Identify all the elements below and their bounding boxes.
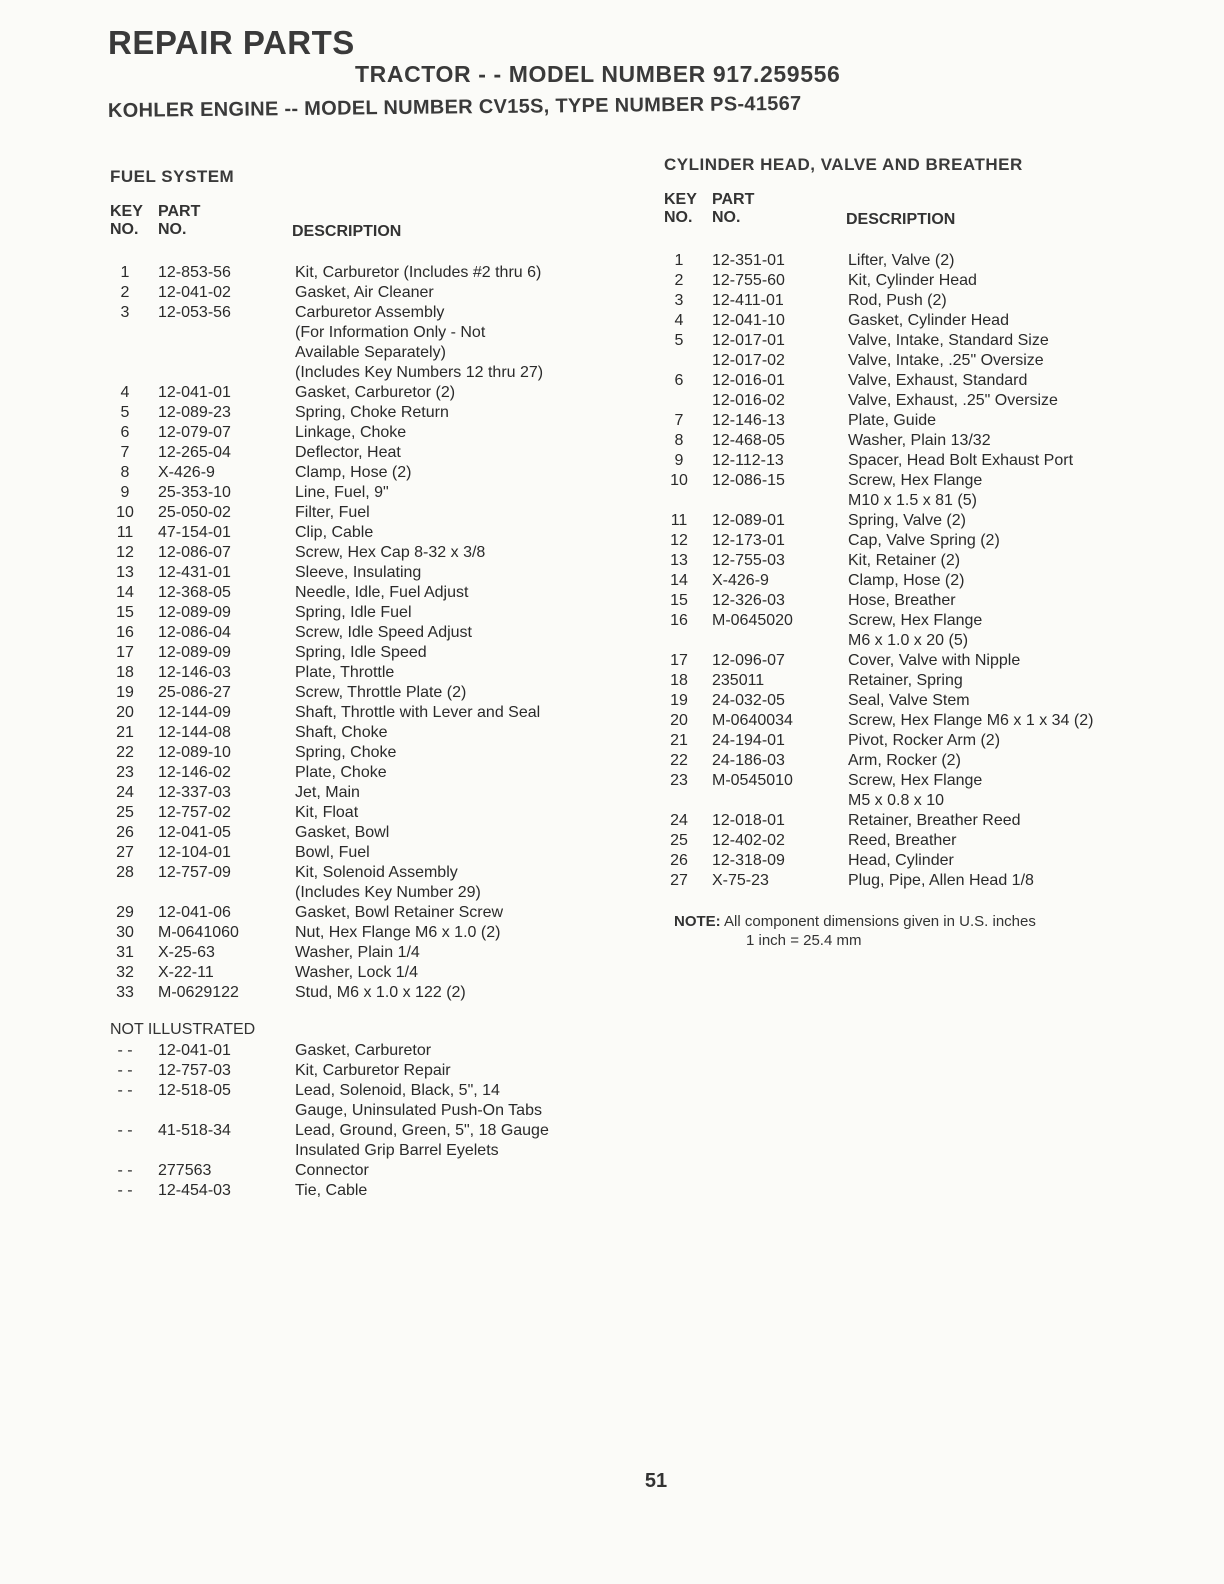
part-description: Screw, Hex Flange M5 x 0.8 x 10 bbox=[848, 772, 983, 809]
parts-row bbox=[664, 411, 1184, 431]
part-number: M-0641060 bbox=[158, 924, 239, 941]
part-number: 277563 bbox=[158, 1162, 212, 1179]
part-number: 12-041-01 bbox=[158, 384, 231, 401]
key-number: 29 bbox=[116, 904, 134, 921]
part-description: Spring, Valve (2) bbox=[848, 512, 966, 529]
key-number: 26 bbox=[670, 852, 688, 869]
parts-row bbox=[110, 623, 630, 643]
parts-row bbox=[110, 1121, 630, 1161]
key-number: 21 bbox=[670, 732, 688, 749]
part-number: 12-757-03 bbox=[158, 1062, 231, 1079]
part-description: Valve, Exhaust, .25" Oversize bbox=[848, 392, 1058, 409]
parts-row bbox=[664, 671, 1184, 691]
part-number: 12-089-09 bbox=[158, 604, 231, 621]
key-number: - - bbox=[117, 1062, 133, 1079]
part-description: Kit, Float bbox=[295, 804, 359, 821]
key-number: 18 bbox=[670, 672, 688, 689]
part-description: Cap, Valve Spring (2) bbox=[848, 532, 1000, 549]
part-description: Pivot, Rocker Arm (2) bbox=[848, 732, 1001, 749]
key-number: 6 bbox=[674, 372, 684, 389]
part-number: 12-318-09 bbox=[712, 852, 785, 869]
parts-row bbox=[664, 311, 1184, 331]
part-number: M-0545010 bbox=[712, 772, 793, 789]
part-number: 12-755-60 bbox=[712, 272, 785, 289]
part-number: 25-086-27 bbox=[158, 684, 231, 701]
part-description: Washer, Plain 1/4 bbox=[295, 944, 420, 961]
parts-row bbox=[110, 783, 630, 803]
parts-row bbox=[110, 983, 630, 1003]
part-number: 12-351-01 bbox=[712, 252, 785, 269]
parts-row bbox=[664, 851, 1184, 871]
part-number: 12-053-56 bbox=[158, 304, 231, 321]
part-description: Spacer, Head Bolt Exhaust Port bbox=[848, 452, 1074, 469]
parts-row bbox=[110, 383, 630, 403]
part-description: Shaft, Throttle with Lever and Seal bbox=[295, 704, 541, 721]
column-headers bbox=[664, 191, 1184, 231]
key-number: 3 bbox=[674, 292, 684, 309]
part-description: Gasket, Carburetor (2) bbox=[295, 384, 456, 401]
parts-row bbox=[110, 1181, 630, 1201]
key-number: 24 bbox=[116, 784, 134, 801]
part-number: M-0629122 bbox=[158, 984, 239, 1001]
part-description: Plate, Choke bbox=[295, 764, 387, 781]
part-number: 12-518-05 bbox=[158, 1082, 231, 1099]
key-number: - - bbox=[117, 1042, 133, 1059]
part-number: 12-755-03 bbox=[712, 552, 785, 569]
key-number: 32 bbox=[116, 964, 134, 981]
part-number: 12-757-09 bbox=[158, 864, 231, 881]
key-number: 11 bbox=[670, 512, 688, 529]
part-description: Plate, Throttle bbox=[295, 664, 395, 681]
parts-row bbox=[110, 1041, 630, 1061]
part-number: 12-411-01 bbox=[712, 292, 784, 309]
key-number: 7 bbox=[120, 444, 130, 461]
parts-row bbox=[664, 331, 1184, 351]
part-description: Clip, Cable bbox=[295, 524, 374, 541]
part-description: Screw, Hex Cap 8-32 x 3/8 bbox=[295, 544, 486, 561]
key-number: 22 bbox=[116, 744, 134, 761]
part-number: 47-154-01 bbox=[158, 524, 231, 541]
parts-row bbox=[110, 743, 630, 763]
parts-row bbox=[664, 451, 1184, 471]
key-number: - - bbox=[117, 1122, 133, 1139]
key-number: 16 bbox=[116, 624, 134, 641]
parts-row bbox=[110, 943, 630, 963]
part-number: 12-086-07 bbox=[158, 544, 231, 561]
parts-row bbox=[110, 463, 630, 483]
key-number: 11 bbox=[116, 524, 134, 541]
key-number: 7 bbox=[674, 412, 684, 429]
part-description: Deflector, Heat bbox=[295, 444, 401, 461]
parts-list bbox=[110, 263, 630, 1003]
parts-row bbox=[110, 283, 630, 303]
part-description: Plug, Pipe, Allen Head 1/8 bbox=[848, 872, 1034, 889]
note-conversion: 1 inch = 25.4 mm bbox=[746, 932, 862, 949]
part-number: X-25-63 bbox=[158, 944, 215, 961]
part-description: Sleeve, Insulating bbox=[295, 564, 422, 581]
key-number: 30 bbox=[116, 924, 134, 941]
key-no-header: KEY NO. bbox=[664, 191, 697, 226]
part-description: Kit, Carburetor (Includes #2 thru 6) bbox=[295, 264, 542, 281]
part-description: Washer, Plain 13/32 bbox=[848, 432, 991, 449]
key-number: 16 bbox=[670, 612, 688, 629]
part-description: Kit, Cylinder Head bbox=[848, 272, 977, 289]
key-number: 12 bbox=[670, 532, 688, 549]
parts-row bbox=[110, 543, 630, 563]
note-label: NOTE: bbox=[674, 913, 721, 930]
part-description: Linkage, Choke bbox=[295, 424, 407, 441]
key-number: 26 bbox=[116, 824, 134, 841]
parts-row bbox=[110, 803, 630, 823]
part-description: Screw, Throttle Plate (2) bbox=[295, 684, 467, 701]
key-number: 15 bbox=[116, 604, 134, 621]
parts-row bbox=[664, 551, 1184, 571]
key-number: 19 bbox=[116, 684, 134, 701]
parts-row bbox=[110, 683, 630, 703]
part-description: Nut, Hex Flange M6 x 1.0 (2) bbox=[295, 924, 501, 941]
parts-row bbox=[110, 923, 630, 943]
section-title: CYLINDER HEAD, VALVE AND BREATHER bbox=[664, 155, 1023, 174]
parts-row bbox=[110, 443, 630, 463]
parts-row bbox=[110, 963, 630, 983]
part-number: 12-853-56 bbox=[158, 264, 231, 281]
page-number: 51 bbox=[644, 1470, 668, 1492]
part-description: Kit, Carburetor Repair bbox=[295, 1062, 451, 1079]
key-number: 33 bbox=[116, 984, 134, 1001]
part-number: 12-089-10 bbox=[158, 744, 231, 761]
parts-row bbox=[664, 431, 1184, 451]
key-number: 14 bbox=[670, 572, 688, 589]
parts-row bbox=[664, 811, 1184, 831]
part-number: 12-079-07 bbox=[158, 424, 231, 441]
parts-row bbox=[664, 371, 1184, 391]
part-description: Cover, Valve with Nipple bbox=[848, 652, 1021, 669]
part-number: 12-041-06 bbox=[158, 904, 231, 921]
part-number: 12-112-13 bbox=[712, 452, 784, 469]
parts-row bbox=[110, 423, 630, 443]
part-description: Retainer, Spring bbox=[848, 672, 963, 689]
parts-row bbox=[664, 771, 1184, 811]
part-description: Screw, Hex Flange M6 x 1.0 x 20 (5) bbox=[848, 612, 983, 649]
parts-row bbox=[110, 263, 630, 283]
part-description: Washer, Lock 1/4 bbox=[295, 964, 419, 981]
part-description: Arm, Rocker (2) bbox=[848, 752, 961, 769]
parts-row bbox=[110, 1061, 630, 1081]
part-description: Gasket, Cylinder Head bbox=[848, 312, 1009, 329]
part-number: 12-146-02 bbox=[158, 764, 231, 781]
part-description: Lead, Solenoid, Black, 5", 14 Gauge, Uninsulated Push-On Tabs bbox=[295, 1082, 542, 1119]
not-illustrated-title: NOT ILLUSTRATED bbox=[110, 1021, 256, 1038]
part-number: M-0640034 bbox=[712, 712, 793, 729]
description-header: DESCRIPTION bbox=[292, 223, 402, 240]
part-description: Lifter, Valve (2) bbox=[848, 252, 955, 269]
part-number: 12-041-10 bbox=[712, 312, 785, 329]
parts-row bbox=[110, 843, 630, 863]
part-number: 12-017-01 bbox=[712, 332, 785, 349]
part-number: 12-016-01 bbox=[712, 372, 785, 389]
key-number: 12 bbox=[116, 544, 134, 561]
part-number: 25-353-10 bbox=[158, 484, 231, 501]
part-number: 235011 bbox=[712, 672, 765, 689]
parts-row bbox=[110, 1081, 630, 1121]
part-description: Gasket, Air Cleaner bbox=[295, 284, 434, 301]
part-number: 12-368-05 bbox=[158, 584, 231, 601]
key-number: 17 bbox=[116, 644, 134, 661]
part-description: Spring, Idle Speed bbox=[295, 644, 427, 661]
part-description: Seal, Valve Stem bbox=[848, 692, 970, 709]
part-number: X-426-9 bbox=[712, 572, 769, 589]
part-description: Filter, Fuel bbox=[295, 504, 370, 521]
part-number: 12-402-02 bbox=[712, 832, 785, 849]
part-number: X-75-23 bbox=[712, 872, 769, 889]
part-description: Line, Fuel, 9" bbox=[295, 484, 389, 501]
part-number: 12-089-01 bbox=[712, 512, 785, 529]
parts-row bbox=[664, 591, 1184, 611]
part-number: 12-173-01 bbox=[712, 532, 785, 549]
engine-model-title: KOHLER ENGINE -- MODEL NUMBER CV15S, TYPE NUMBER PS-41567 bbox=[107, 92, 802, 122]
part-description: Hose, Breather bbox=[848, 592, 956, 609]
part-description: Spring, Choke Return bbox=[295, 404, 449, 421]
part-number: 12-017-02 bbox=[712, 352, 785, 369]
parts-row bbox=[110, 563, 630, 583]
part-number: 12-757-02 bbox=[158, 804, 231, 821]
part-description: Shaft, Choke bbox=[295, 724, 388, 741]
part-description: Screw, Idle Speed Adjust bbox=[295, 624, 472, 641]
part-no-header: PART NO. bbox=[158, 203, 201, 238]
part-description: Kit, Retainer (2) bbox=[848, 552, 961, 569]
not-illustrated-list bbox=[110, 1041, 630, 1201]
part-description: Rod, Push (2) bbox=[848, 292, 947, 309]
key-number: 20 bbox=[116, 704, 134, 721]
part-number: 24-032-05 bbox=[712, 692, 785, 709]
parts-row bbox=[110, 763, 630, 783]
dimension-note bbox=[674, 912, 1174, 950]
part-description: Needle, Idle, Fuel Adjust bbox=[295, 584, 469, 601]
part-number: 12-086-15 bbox=[712, 472, 785, 489]
key-number: 8 bbox=[120, 464, 130, 481]
part-description: Tie, Cable bbox=[295, 1182, 368, 1199]
tractor-model-title: TRACTOR - - MODEL NUMBER 917.259556 bbox=[355, 61, 841, 87]
part-number: X-426-9 bbox=[158, 464, 215, 481]
key-number: 13 bbox=[670, 552, 688, 569]
key-number: 8 bbox=[674, 432, 684, 449]
part-number: 12-096-07 bbox=[712, 652, 785, 669]
part-description: Spring, Idle Fuel bbox=[295, 604, 412, 621]
parts-row bbox=[664, 611, 1184, 651]
parts-row bbox=[664, 291, 1184, 311]
key-number: 6 bbox=[120, 424, 130, 441]
key-number: - - bbox=[117, 1182, 133, 1199]
parts-row bbox=[664, 351, 1184, 371]
parts-row bbox=[664, 471, 1184, 511]
part-description: Lead, Ground, Green, 5", 18 Gauge Insulated Grip Barrel Eyelets bbox=[295, 1122, 549, 1159]
key-number: 21 bbox=[116, 724, 134, 741]
key-number: 15 bbox=[670, 592, 688, 609]
part-number: 12-146-03 bbox=[158, 664, 231, 681]
part-description: Retainer, Breather Reed bbox=[848, 812, 1021, 829]
part-number: 12-454-03 bbox=[158, 1182, 231, 1199]
part-number: 12-086-04 bbox=[158, 624, 231, 641]
part-number: 12-041-05 bbox=[158, 824, 231, 841]
key-number: 27 bbox=[116, 844, 134, 861]
part-description: Bowl, Fuel bbox=[295, 844, 370, 861]
key-number: 19 bbox=[670, 692, 688, 709]
part-number: 24-194-01 bbox=[712, 732, 785, 749]
part-description: Jet, Main bbox=[295, 784, 360, 801]
part-number: 12-144-08 bbox=[158, 724, 231, 741]
parts-row bbox=[664, 391, 1184, 411]
parts-row bbox=[664, 511, 1184, 531]
part-number: 12-265-04 bbox=[158, 444, 231, 461]
part-description: Screw, Hex Flange M10 x 1.5 x 81 (5) bbox=[848, 472, 983, 509]
part-number: 24-186-03 bbox=[712, 752, 785, 769]
parts-row bbox=[110, 643, 630, 663]
key-number: 9 bbox=[120, 484, 130, 501]
part-description: Kit, Solenoid Assembly (Includes Key Number 29) bbox=[295, 864, 481, 901]
key-number: 14 bbox=[116, 584, 134, 601]
parts-row bbox=[664, 691, 1184, 711]
parts-row bbox=[664, 251, 1184, 271]
part-number: 12-018-01 bbox=[712, 812, 785, 829]
section-title: FUEL SYSTEM bbox=[110, 167, 235, 186]
part-number: 12-041-02 bbox=[158, 284, 231, 301]
part-number: 12-144-09 bbox=[158, 704, 231, 721]
part-description: Plate, Guide bbox=[848, 412, 937, 429]
fuel-system-section bbox=[110, 167, 630, 1201]
key-number: 1 bbox=[674, 252, 684, 269]
key-number: 1 bbox=[120, 264, 130, 281]
part-description: Stud, M6 x 1.0 x 122 (2) bbox=[295, 984, 466, 1001]
key-number: 5 bbox=[674, 332, 684, 349]
key-number: 27 bbox=[670, 872, 688, 889]
note-text: All component dimensions given in U.S. inches bbox=[724, 913, 1036, 930]
part-number: 12-326-03 bbox=[712, 592, 785, 609]
part-description: Reed, Breather bbox=[848, 832, 957, 849]
parts-row bbox=[664, 871, 1184, 891]
parts-row bbox=[110, 483, 630, 503]
key-number: 4 bbox=[674, 312, 684, 329]
parts-row bbox=[664, 751, 1184, 771]
key-number: 24 bbox=[670, 812, 688, 829]
part-description: Valve, Intake, .25" Oversize bbox=[848, 352, 1044, 369]
part-number: 12-016-02 bbox=[712, 392, 785, 409]
parts-row bbox=[110, 723, 630, 743]
part-description: Valve, Intake, Standard Size bbox=[848, 332, 1049, 349]
parts-row bbox=[664, 731, 1184, 751]
parts-row bbox=[664, 531, 1184, 551]
part-description: Gasket, Bowl bbox=[295, 824, 390, 841]
part-description: Connector bbox=[295, 1162, 369, 1179]
part-number: 12-146-13 bbox=[712, 412, 785, 429]
key-number: 9 bbox=[674, 452, 684, 469]
part-description: Head, Cylinder bbox=[848, 852, 954, 869]
key-number: 20 bbox=[670, 712, 688, 729]
parts-row bbox=[664, 651, 1184, 671]
part-number: 12-337-03 bbox=[158, 784, 231, 801]
parts-row bbox=[110, 863, 630, 903]
part-description: Carburetor Assembly (For Information Only - Not Available Separately) (Includes Key Numbers 12 thru 27) bbox=[295, 304, 544, 381]
parts-row bbox=[110, 503, 630, 523]
parts-row bbox=[110, 703, 630, 723]
part-number: 12-089-09 bbox=[158, 644, 231, 661]
key-number: 2 bbox=[120, 284, 130, 301]
part-description: Valve, Exhaust, Standard bbox=[848, 372, 1028, 389]
part-number: X-22-11 bbox=[158, 964, 214, 981]
description-header: DESCRIPTION bbox=[846, 211, 956, 228]
cylinder-head-section bbox=[664, 155, 1184, 891]
key-number: 5 bbox=[120, 404, 130, 421]
part-number: 41-518-34 bbox=[158, 1122, 231, 1139]
parts-row bbox=[110, 523, 630, 543]
part-number: 12-041-01 bbox=[158, 1042, 231, 1059]
parts-row bbox=[664, 571, 1184, 591]
part-number: M-0645020 bbox=[712, 612, 793, 629]
part-description: Clamp, Hose (2) bbox=[848, 572, 965, 589]
parts-row bbox=[110, 583, 630, 603]
parts-row bbox=[664, 711, 1184, 731]
parts-row bbox=[110, 663, 630, 683]
column-headers bbox=[110, 203, 630, 243]
parts-row bbox=[110, 403, 630, 423]
key-number: 25 bbox=[670, 832, 688, 849]
parts-row bbox=[664, 831, 1184, 851]
key-number: 23 bbox=[116, 764, 134, 781]
key-number: 17 bbox=[670, 652, 688, 669]
key-number: 13 bbox=[116, 564, 134, 581]
key-number: - - bbox=[117, 1082, 133, 1099]
part-no-header: PART NO. bbox=[712, 191, 755, 226]
key-number: - - bbox=[117, 1162, 133, 1179]
parts-row bbox=[110, 303, 630, 383]
parts-row bbox=[664, 271, 1184, 291]
part-number: 12-089-23 bbox=[158, 404, 231, 421]
page-title: REPAIR PARTS bbox=[108, 24, 355, 61]
part-description: Clamp, Hose (2) bbox=[295, 464, 412, 481]
part-description: Screw, Hex Flange M6 x 1 x 34 (2) bbox=[848, 712, 1094, 729]
parts-row bbox=[110, 903, 630, 923]
part-description: Spring, Choke bbox=[295, 744, 397, 761]
key-number: 31 bbox=[116, 944, 134, 961]
parts-row bbox=[110, 603, 630, 623]
part-number: 25-050-02 bbox=[158, 504, 231, 521]
key-number: 10 bbox=[670, 472, 688, 489]
key-number: 23 bbox=[670, 772, 688, 789]
key-number: 4 bbox=[120, 384, 130, 401]
part-number: 12-468-05 bbox=[712, 432, 785, 449]
part-description: Gasket, Bowl Retainer Screw bbox=[295, 904, 504, 921]
key-number: 18 bbox=[116, 664, 134, 681]
part-number: 12-104-01 bbox=[158, 844, 231, 861]
part-number: 12-431-01 bbox=[158, 564, 231, 581]
key-number: 3 bbox=[120, 304, 130, 321]
parts-row bbox=[110, 1161, 630, 1181]
parts-list bbox=[664, 251, 1184, 891]
part-description: Gasket, Carburetor bbox=[295, 1042, 432, 1059]
parts-row bbox=[110, 823, 630, 843]
key-number: 22 bbox=[670, 752, 688, 769]
key-number: 10 bbox=[116, 504, 134, 521]
key-number: 25 bbox=[116, 804, 134, 821]
key-number: 2 bbox=[674, 272, 684, 289]
key-no-header: KEY NO. bbox=[110, 203, 143, 238]
key-number: 28 bbox=[116, 864, 134, 881]
